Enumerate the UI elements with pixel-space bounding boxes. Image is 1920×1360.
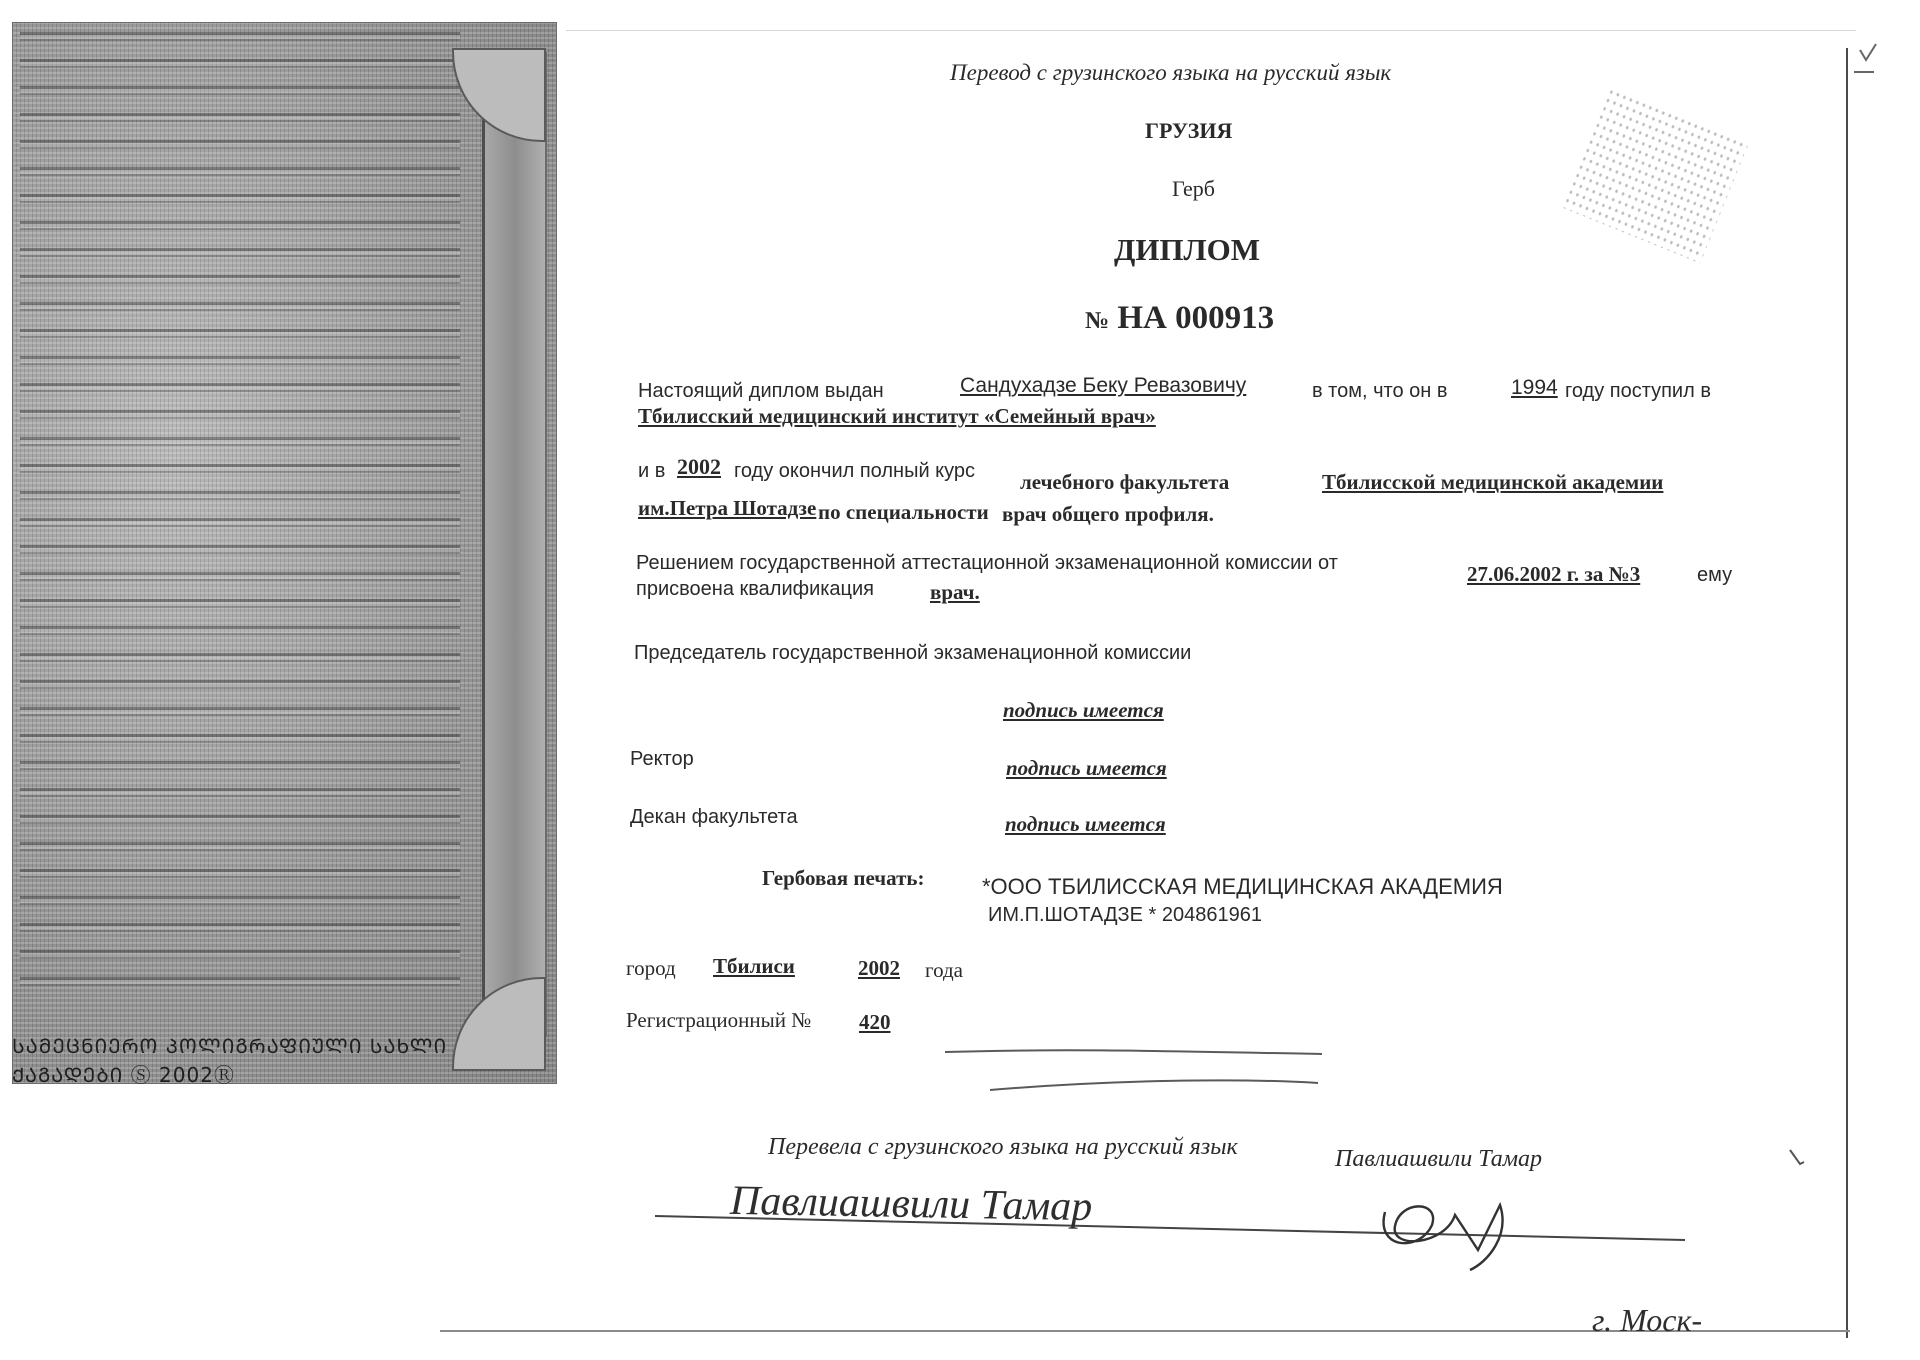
corner-mark	[1854, 44, 1876, 72]
dean-signature: подпись имеется	[1005, 812, 1166, 836]
diploma-number-value: НА 000913	[1117, 300, 1275, 336]
translation-note: Перевод с грузинского языка на русский язык	[950, 60, 1392, 85]
margin-mark	[1790, 1150, 1804, 1164]
commission-date-number: 27.06.2002 г. за №3	[1467, 562, 1641, 586]
seal-text-line1: *ООО ТБИЛИССКАЯ МЕДИЦИНСКАЯ АКАДЕМИЯ	[982, 874, 1503, 899]
issued-suffix: году поступил в	[1565, 380, 1711, 402]
rector-label: Ректор	[630, 748, 694, 770]
issued-mid: в том, что он в	[1312, 380, 1448, 402]
qualification-label: присвоена квалификация	[636, 578, 875, 600]
handwritten-translator-name: Павлиашвили Тамар	[729, 1177, 1093, 1231]
institute-name: Тбилисский медицинский институт «Семейный врач»	[638, 404, 1156, 428]
city-name: Тбилиси	[713, 954, 795, 978]
city-label: город	[626, 956, 676, 980]
chairman-label: Председатель государственной экзаменационной комиссии	[634, 642, 1192, 664]
number-sign: №	[1085, 308, 1110, 334]
graduated-prefix: и в	[638, 460, 666, 482]
academy-name-line2: им.Петра Шотадзе	[638, 496, 817, 520]
separator-scribble	[945, 1050, 1322, 1090]
qualification-value: врач.	[930, 580, 980, 604]
seal-text-line2: ИМ.П.ШОТАДЗЕ * 204861961	[988, 904, 1262, 926]
dean-label: Декан факультета	[630, 806, 798, 828]
handwritten-place: г. Моск-	[1592, 1302, 1703, 1338]
academy-name-line1: Тбилисской медицинской академии	[1322, 470, 1664, 494]
rector-signature: подпись имеется	[1006, 756, 1167, 780]
issued-prefix: Настоящий диплом выдан	[638, 380, 884, 402]
graduation-year: 2002	[677, 454, 721, 479]
graduated-mid: году окончил полный курс	[734, 460, 976, 482]
registration-number: 420	[859, 1010, 891, 1034]
seal-label: Гербовая печать:	[762, 866, 925, 890]
scan-footer-text: ᲡᲐᲛᲔᲪᲜᲘᲔᲠᲝ ᲞᲝᲚᲘᲒᲠᲐᲤᲘᲣᲚᲘ ᲡᲐᲮᲚᲘ ᲥᲐᲒᲐᲓᲔᲑᲘ Ⓢ 2002Ⓡ	[12, 1034, 448, 1087]
graduate-name: Сандухадзе Беку Ревазовичу	[960, 374, 1247, 397]
admission-year: 1994	[1511, 376, 1558, 399]
translator-note: Перевела с грузинского языка на русский язык	[768, 1134, 1238, 1160]
specialty-value: врач общего профиля.	[1002, 502, 1214, 526]
page-title: ДИПЛОМ	[1114, 232, 1261, 267]
translator-name: Павлиашвили Тамар	[1335, 1146, 1543, 1172]
decision-prefix: Решением государственной аттестационной экзаменационной комиссии от	[636, 552, 1338, 574]
issue-year: 2002	[858, 956, 900, 980]
decision-suffix: ему	[1697, 564, 1733, 586]
issue-year-suffix: года	[925, 958, 963, 982]
country-heading: ГРУЗИЯ	[1145, 118, 1233, 143]
coat-of-arms-label: Герб	[1172, 176, 1216, 201]
handwritten-signature-mark	[1384, 1205, 1503, 1270]
chairman-signature: подпись имеется	[1003, 698, 1164, 722]
specialty-label: по специальности	[818, 500, 989, 524]
registration-label: Регистрационный №	[626, 1008, 812, 1032]
faculty-name: лечебного факультета	[1020, 470, 1230, 494]
